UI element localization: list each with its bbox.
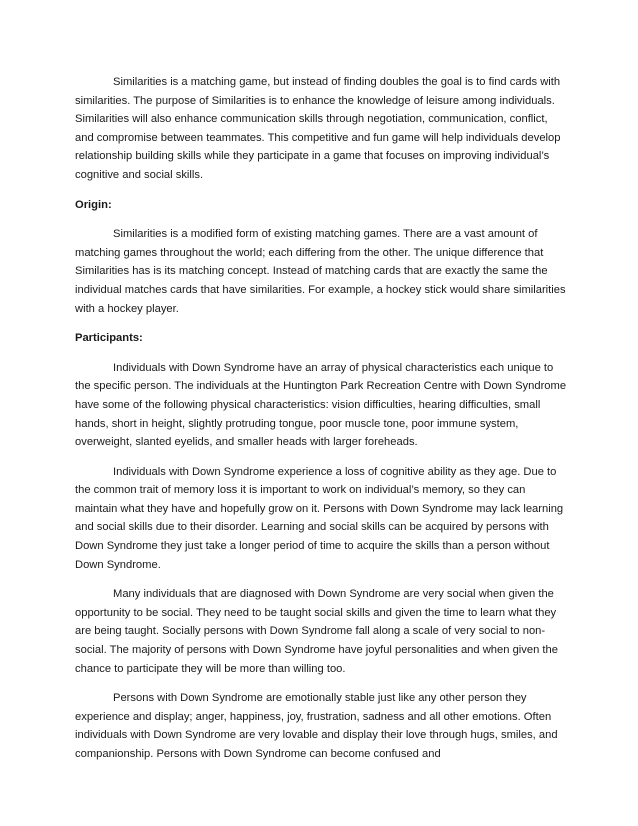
origin-paragraph: Similarities is a modified form of existing matching games. There are a vast amount of matching games throughout the world; each differing from the other. The unique difference that Similarities has is its matching concept. Instead of matching cards that are exactly the same the individual matches cards that have similarities. For example, a hockey stick would share similarities with a hockey player. — [75, 228, 566, 315]
participants-paragraph-3: Many individuals that are diagnosed with Down Syndrome are very social when given the opportunity to be social. They need to be taught social skills and given the time to learn what they are being taught. Socially persons with Down Syndrome fall along a scale of very social to non-social. The majority of persons with Down Syndrome have joyful personalities and when given the chance to participate they will be more than willing too. — [75, 588, 558, 675]
participants-paragraph-2: Individuals with Down Syndrome experience a loss of cognitive ability as they age. Due to the common trait of memory loss it is important to work on individual’s memory, so they can maintain what they have and hopefully grow on it. Persons with Down Syndrome may lack learning and social skills due to their disorder. Learning and social skills can be acquired by persons with Down Syndrome they just take a longer period of time to acquire the skills than a person without Down Syndrome. — [75, 465, 564, 571]
intro-paragraph: Similarities is a matching game, but instead of finding doubles the goal is to find cards with similarities. The purpose of Similarities is to enhance the knowledge of leisure among individuals. Similarities will also enhance communication skills through negotiation, communication, conflict, and compromise between teammates. This competitive and fun game will help individuals develop relationship building skills while they participate in a game that focuses on improving individual’s cognitive and social skills. — [75, 76, 561, 181]
origin-heading: Origin: — [75, 198, 112, 211]
participants-paragraph-4: Persons with Down Syndrome are emotionally stable just like any other person they experience and display; anger, happiness, joy, frustration, sadness and all other emotions. Often individuals with Down Syndrome are very lovable and display their love through hugs, smiles, and companionship. Persons with Down Syndrome can become confused and — [75, 692, 558, 760]
participants-heading: Participants: — [75, 332, 143, 345]
document-body — [75, 73, 567, 775]
participants-paragraph-1: Individuals with Down Syndrome have an array of physical characteristics each unique to the specific person. The individuals at the Huntington Park Recreation Centre with Down Syndrome have some of the following physical characteristics: vision difficulties, hearing difficulties, small hands, short in height, slightly protruding tongue, poor muscle tone, poor immune system, overweight, slanted eyelids, and smaller heads with larger foreheads. — [75, 361, 567, 449]
